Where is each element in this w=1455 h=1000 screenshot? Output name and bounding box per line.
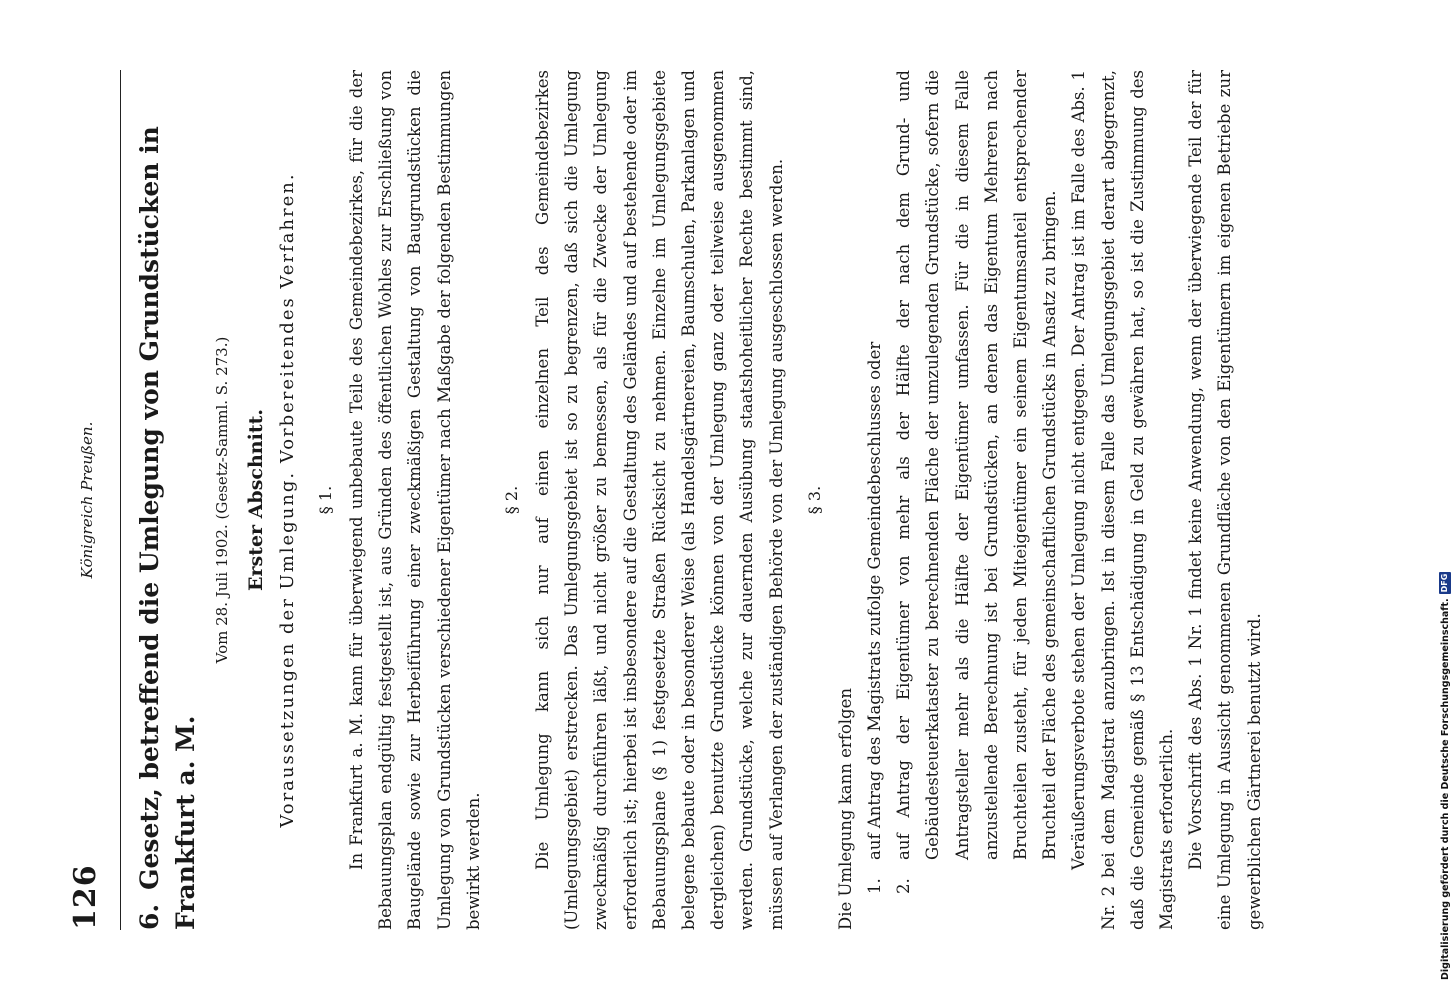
list-item-number: 1.	[865, 878, 885, 894]
date-line: Vom 28. Juli 1902. (Gesetz-Samml. S. 273.)	[213, 336, 231, 664]
section-3-intro: Die Umlegung kann erfolgen	[835, 688, 855, 930]
section-2-paragraph: Die Umlegung kann sich nur auf einen einzelnen Teil des Gemeindebezirkes (Umlegungsgebiet) erstrecken. Das Umlegungsgebiet ist so zu begrenzen, daß sich die Umlegung zweckmäßig durchführen läßt, und nicht größer zu bemessen, als für die Zwecke der Umlegung erforderlich ist; hierbei ist insbesondere auf die Gestaltung des Geländes und auf bestehende oder im Bebauungsplane (§ 1) festgesetzte Straßen Rücksicht zu nehmen. Einzelne im Umlegungsgebiete belegene bebaute oder in besonderer Weise (als Handelsgärtnereien, Baumschulen, Parkanlagen und dergleichen) benutzte Grundstücke können von der Umlegung ganz oder teilweise ausgenommen werden. Grundstücke, welche zur dauernden Ausübung staatshoheitlicher Rechte bestimmt sind, müssen auf Verlangen der zuständigen Behörde von der Umlegung ausgeschlossen werden.	[533, 70, 786, 930]
page-number: 126	[68, 864, 103, 930]
section-mark-3: § 3.	[804, 485, 824, 515]
section-mark-2: § 2.	[502, 485, 522, 515]
list-item-text: auf Antrag der Eigentümer von mehr als der Hälfte der nach dem Grund- und Gebäudesteuerkataster zu berechnenden Fläche der umzulegenden Grundstücke, sofern die Antragsteller mehr als die Hälfte der Eigentümer umfassen. Für die in diesem Falle anzustellende Berechnung ist bei Grundstücken, an denen das Eigentum Mehreren nach Bruchteilen zusteht, für jeden Miteigentümer ein seinem Eigentumsanteil entsprechender Bruchteil der Fläche des gemeinschaftlichen Grundstücks in Ansatz zu bringen.	[894, 70, 1060, 860]
law-title	[132, 70, 204, 930]
document-page	[60, 70, 1380, 930]
chapter-heading: Erster Abschnitt.	[245, 409, 267, 591]
list-item	[889, 70, 1064, 930]
list-item	[860, 70, 889, 930]
section-3-paragraph: Die Vorschrift des Abs. 1 Nr. 1 findet keine Anwendung, wenn der überwiegende Teil der für eine Umlegung in Aussicht genommenen Grundfläche von den Eigentümern im eigenen Betriebe zur gewerblichen Gärtnerei benutzt wird.	[1186, 70, 1264, 930]
section-1-paragraph: In Frankfurt a. M. kann für überwiegend unbebaute Teile des Gemeindebezirkes, für die der Bebauungsplan endgültig festgestellt ist, aus Gründen des öffentlichen Wohles zur Erschließung von Baugelände sowie zur Herbeiführung einer zweckmäßigen Gestaltung von Baugrundstücken die Umlegung von Grundstücken verschiedener Eigentümer nach Maßgabe der folgenden Bestimmungen bewirkt werden.	[347, 70, 483, 930]
running-title: Königreich Preußen.	[78, 421, 96, 579]
dfg-logo: DFG	[1440, 573, 1449, 593]
running-head	[60, 70, 120, 930]
law-title-text: Gesetz, betreffend die Umlegung von Grundstücken in Frankfurt a. M.	[135, 126, 200, 930]
list-item-number: 2.	[894, 878, 914, 894]
section-mark-1: § 1.	[316, 485, 335, 515]
chapter-subheading: Voraussetzungen der Umlegung. Vorbereitendes Verfahren.	[277, 172, 298, 828]
list-item-text: auf Antrag des Magistrats zufolge Gemeindebeschlusses oder	[865, 341, 885, 860]
credit-text: Digitalisierung gefördert durch die Deutsche Forschungsgemeinschaft.	[1439, 598, 1451, 980]
digitization-credit	[1436, 20, 1452, 980]
law-number: 6.	[135, 903, 164, 930]
section-3-paragraph: Veräußerungsverbote stehen der Umlegung nicht entgegen. Der Antrag ist im Falle des Abs. 1 Nr. 2 bei dem Magistrat anzubringen. Ist in diesem Falle das Umlegungsgebiet derart abgegrenzt, daß die Gemeinde gemäß § 13 Entschädigung in Geld zu gewähren hat, so ist die Zustimmung des Magistrats erforderlich.	[1069, 70, 1177, 930]
header-rule	[120, 70, 121, 930]
page-body	[132, 70, 1269, 930]
